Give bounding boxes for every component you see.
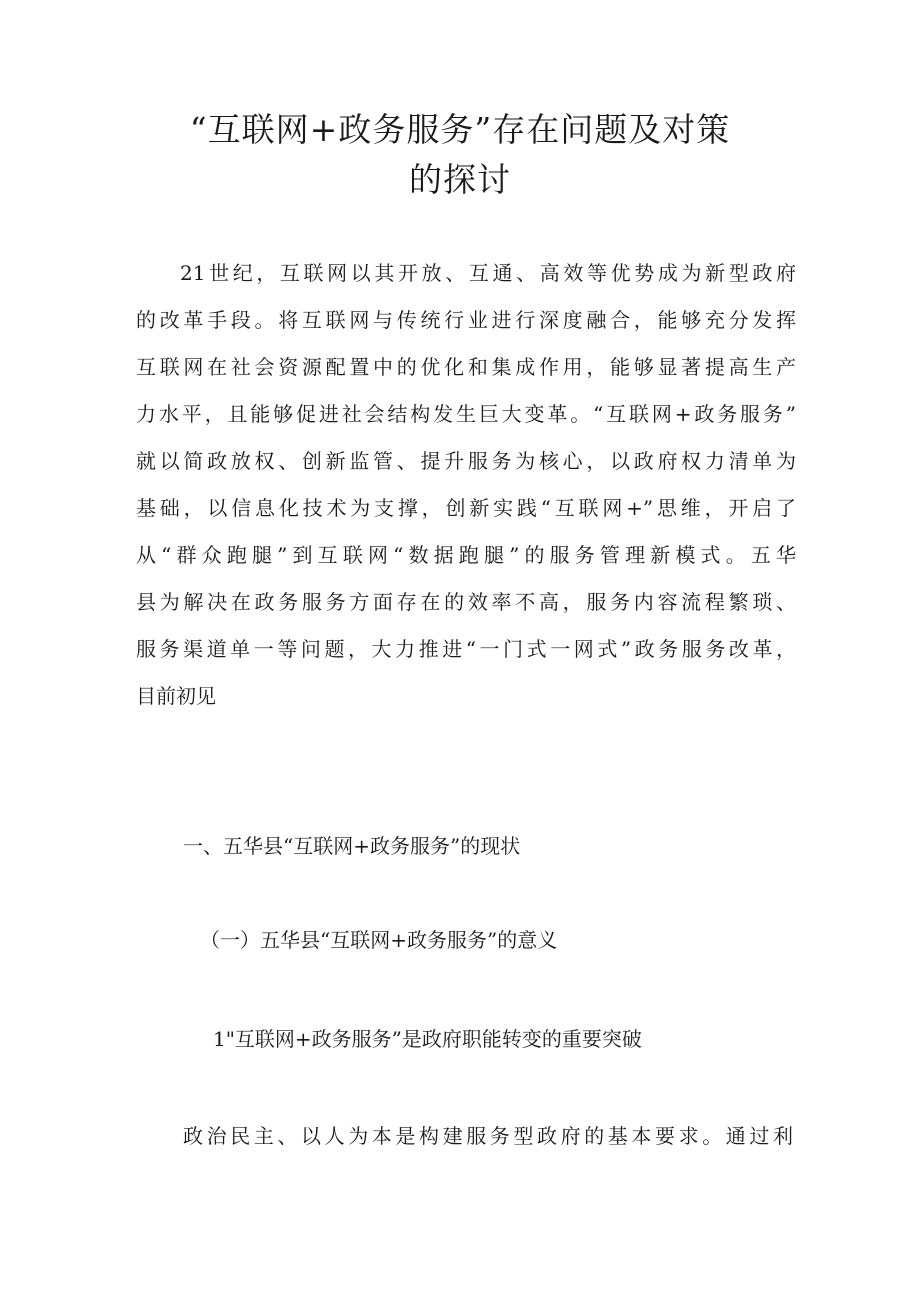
section-heading-2: （一）五华县“互联网+政务服务”的意义 (200, 928, 558, 952)
paragraph-line: 的改革手段。将互联网与传统行业进行深度融合，能够充分发挥 (136, 308, 796, 332)
paragraph-line: 就以简政放权、创新监管、提升服务为核心，以政府权力清单为 (136, 449, 796, 473)
paragraph-line: 力水平，且能够促进社会结构发生巨大变革。“互联网+政务服务” (136, 402, 796, 426)
paragraph-line: 基础，以信息化技术为支撑，创新实践“互联网+”思维，开启了 (136, 496, 796, 520)
paragraph-line: 服务渠道单一等问题，大力推进“一门式一网式”政务服务改革， (136, 637, 796, 661)
paragraph-line: 21世纪，互联网以其开放、互通、高效等优势成为新型政府 (180, 261, 796, 285)
document-title-line-1: “互联网+政务服务”存在问题及对策 (189, 110, 731, 149)
paragraph-line: 目前初见 (136, 684, 216, 708)
paragraph-line: 县为解决在政务服务方面存在的效率不高，服务内容流程繁琐、 (136, 590, 796, 614)
paragraph-line: 互联网在社会资源配置中的优化和集成作用，能够显著提高生产 (136, 355, 796, 379)
paragraph-line: 从“群众跑腿”到互联网“数据跑腿”的服务管理新模式。五华 (136, 543, 796, 567)
document-title-line-2: 的探讨 (409, 160, 511, 199)
section-heading-1: 一、五华县“互联网+政务服务”的现状 (183, 834, 521, 858)
section-heading-3: 1"互联网+政务服务”是政府职能转变的重要突破 (213, 1027, 642, 1051)
paragraph-line: 政治民主、以人为本是构建服务型政府的基本要求。通过利 (183, 1124, 793, 1148)
